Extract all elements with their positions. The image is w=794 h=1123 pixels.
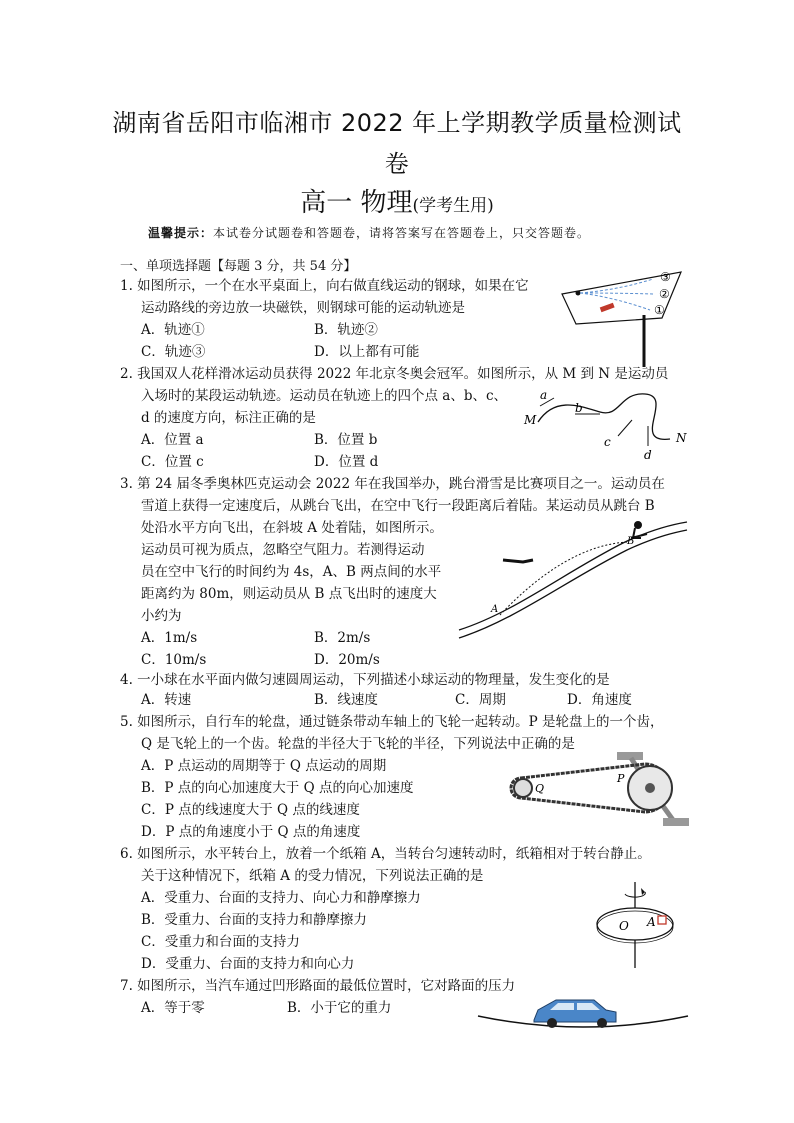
option: C．受重力和台面的支持力 xyxy=(141,934,300,950)
option: A．等于零 xyxy=(141,1000,205,1016)
exam-tip xyxy=(148,224,590,241)
option: A．位置 a xyxy=(141,432,204,448)
question-line: 入场时的某段运动轨迹。运动员在轨迹上的四个点 a、b、c、 xyxy=(141,388,508,404)
question-line: 6. 如图所示，水平转台上，放着一个纸箱 A，当转台匀速转动时，纸箱相对于转台静止。 xyxy=(120,846,651,862)
option: A．1m/s xyxy=(141,630,198,646)
question-line: 距离约为 80m，则运动员从 B 点飞出时的速度大 xyxy=(141,586,437,602)
tip-label: 温馨提示： xyxy=(148,226,214,240)
question-line: d 的速度方向，标注正确的是 xyxy=(141,410,316,426)
option: B．2m/s xyxy=(314,630,371,646)
flywheel-icon xyxy=(514,779,532,797)
point-label: c xyxy=(604,435,611,449)
option: B．位置 b xyxy=(314,432,378,448)
box-icon xyxy=(658,916,666,924)
option: A．P 点运动的周期等于 Q 点运动的周期 xyxy=(141,758,387,774)
ball-icon xyxy=(576,291,581,296)
option: C．周期 xyxy=(455,692,506,708)
point-label: P xyxy=(617,772,625,785)
option: C．P 点的线速度大于 Q 点的线速度 xyxy=(141,802,360,818)
trajectory-label: ② xyxy=(659,287,670,301)
point-label: d xyxy=(644,448,652,462)
trajectory-label: ③ xyxy=(660,270,671,284)
exam-title-line2: 卷 xyxy=(384,150,410,178)
skier-icon xyxy=(634,521,642,529)
option: D．以上都有可能 xyxy=(314,344,420,360)
point-label: A xyxy=(491,604,499,615)
question-line: 7. 如图所示，当汽车通过凹形路面的最低位置时，它对路面的压力 xyxy=(120,978,516,994)
point-label: A xyxy=(647,915,656,929)
subject-note: (学考生用) xyxy=(412,196,494,216)
figure-ski-jump xyxy=(455,512,691,642)
option: C．位置 c xyxy=(141,454,204,470)
option: C．10m/s xyxy=(141,652,207,668)
option: B．受重力、台面的支持力和静摩擦力 xyxy=(141,912,367,928)
option: D．受重力、台面的支持力和向心力 xyxy=(141,956,355,972)
tip-text: 本试卷分试题卷和答题卷，请将答案写在答题卷上，只交答题卷。 xyxy=(213,226,591,240)
question-line: 员在空中飞行的时间约为 4s，A、B 两点间的水平 xyxy=(141,564,442,580)
figure-skating-path xyxy=(520,384,690,468)
subject-main: 高一 物理 xyxy=(300,188,413,218)
point-label: N xyxy=(676,431,687,445)
point-label: B xyxy=(627,536,635,547)
point-label: b xyxy=(575,401,583,415)
question-line: Q 是飞轮上的一个齿。轮盘的半径大于飞轮的半径，下列说法中正确的是 xyxy=(141,736,575,752)
figure-bicycle-chain xyxy=(505,748,691,832)
option: D．角速度 xyxy=(567,692,632,708)
option: C．轨迹③ xyxy=(141,344,206,360)
figure-magnet-table xyxy=(558,266,688,372)
section-title: 一、单项选择题【每题 3 分，共 54 分】 xyxy=(120,259,357,274)
option: D．20m/s xyxy=(314,652,380,668)
question-line: 4. 一小球在水平面内做匀速圆周运动，下列描述小球运动的物理量，发生变化的是 xyxy=(120,672,610,688)
option: B．线速度 xyxy=(314,692,378,708)
option: D．P 点的角速度小于 Q 点的角速度 xyxy=(141,824,361,840)
option: B．轨迹② xyxy=(314,322,378,338)
pedal-icon xyxy=(663,818,689,826)
option: A．转速 xyxy=(141,692,192,708)
exam-subject xyxy=(0,182,794,219)
point-label: M xyxy=(524,413,537,427)
question-line: 1. 如图所示，一个在水平桌面上，向右做直线运动的钢球，如果在它 xyxy=(120,278,529,294)
option: B．小于它的重力 xyxy=(287,1000,392,1016)
question-line: 运动路线的旁边放一块磁铁，则钢球可能的运动轨迹是 xyxy=(141,300,465,316)
figure-car-road xyxy=(476,992,690,1032)
option: D．位置 d xyxy=(314,454,379,470)
question-line: 运动员可视为质点，忽略空气阻力。若测得运动 xyxy=(141,542,425,558)
skier-flying-icon xyxy=(503,560,533,562)
point-label: O xyxy=(619,919,629,933)
question-line: 处沿水平方向飞出，在斜坡 A 处着陆，如图所示。 xyxy=(141,520,443,536)
question-line: 关于这种情况下，纸箱 A 的受力情况，下列说法正确的是 xyxy=(141,868,484,884)
figure-turntable xyxy=(595,880,681,970)
option: A．受重力、台面的支持力、向心力和静摩擦力 xyxy=(141,890,421,906)
question-line: 雪道上获得一定速度后，从跳台飞出，在空中飞行一段距离后着陆。某运动员从跳台 B xyxy=(141,498,655,514)
trajectory-label: ① xyxy=(654,303,665,317)
point-label: Q xyxy=(535,782,545,795)
question-line: 3. 第 24 届冬季奥林匹克运动会 2022 年在我国举办，跳台滑雪是比赛项目之一。运动员在 xyxy=(120,476,665,492)
exam-title-line1: 湖南省岳阳市临湘市 2022 年上学期教学质量检测试 xyxy=(112,109,682,137)
option: A．轨迹① xyxy=(141,322,205,338)
question-line: 2. 我国双人花样滑冰运动员获得 2022 年北京冬奥会冠军。如图所示，从 M 到 N 是运动员 xyxy=(120,366,669,382)
option: B．P 点的向心加速度大于 Q 点的向心加速度 xyxy=(141,780,414,796)
question-line: 5. 如图所示，自行车的轮盘，通过链条带动车轴上的飞轮一起转动。P 是轮盘上的一个齿， xyxy=(120,714,664,730)
question-line: 小约为 xyxy=(141,608,182,624)
point-label: a xyxy=(540,388,548,402)
